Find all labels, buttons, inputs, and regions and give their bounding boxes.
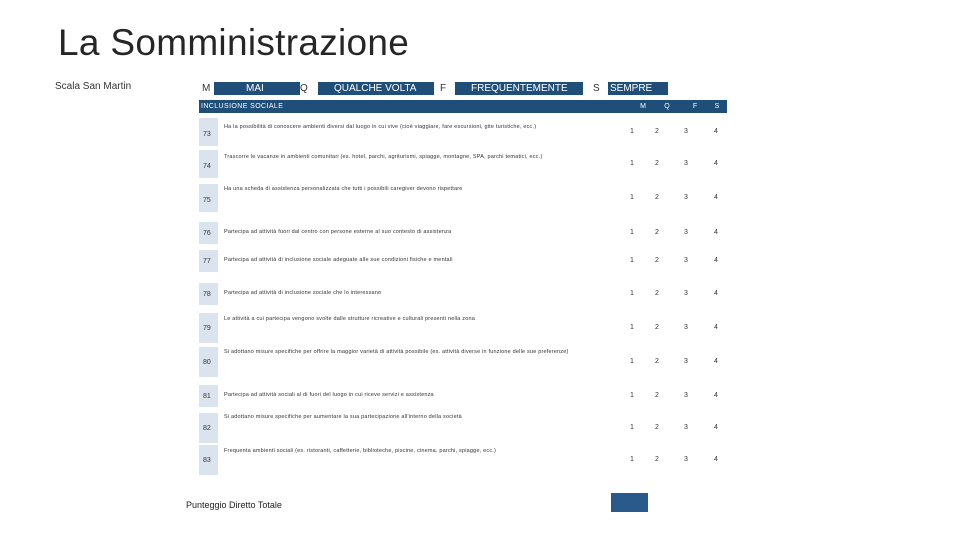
score-option[interactable]: 1 bbox=[630, 358, 634, 365]
score-option[interactable]: 2 bbox=[655, 257, 659, 264]
item-number bbox=[199, 347, 218, 377]
item-text: Partecipa ad attività di inclusione sociale che lo interessano bbox=[224, 290, 382, 296]
score-option[interactable]: 1 bbox=[630, 229, 634, 236]
item-number bbox=[199, 385, 218, 407]
legend-code-s: S bbox=[593, 83, 600, 94]
item-number bbox=[199, 413, 218, 443]
item-text: Partecipa ad attività fuori dal centro con persone esterne al suo contesto di assistenza bbox=[224, 229, 452, 235]
score-option[interactable]: 2 bbox=[655, 424, 659, 431]
score-option[interactable]: 3 bbox=[684, 160, 688, 167]
score-option[interactable]: 2 bbox=[655, 358, 659, 365]
score-option[interactable]: 2 bbox=[655, 128, 659, 135]
item-text: Si adottano misure specifiche per aumentare la sua partecipazione all'interno della società bbox=[224, 414, 462, 420]
item-text: Partecipa ad attività sociali al di fuori del luogo in cui riceve servizi e assistenza bbox=[224, 392, 434, 398]
item-number-label: 81 bbox=[203, 393, 211, 400]
item-number-label: 77 bbox=[203, 258, 211, 265]
item-number bbox=[199, 118, 218, 146]
item-number-label: 80 bbox=[203, 359, 211, 366]
item-number bbox=[199, 150, 218, 178]
item-number-label: 74 bbox=[203, 163, 211, 170]
score-option[interactable]: 4 bbox=[714, 229, 718, 236]
item-number-label: 78 bbox=[203, 291, 211, 298]
score-option[interactable]: 3 bbox=[684, 229, 688, 236]
score-option[interactable]: 2 bbox=[655, 290, 659, 297]
score-option[interactable]: 1 bbox=[630, 257, 634, 264]
score-option[interactable]: 4 bbox=[714, 257, 718, 264]
legend-label-qualche-volta: QUALCHE VOLTA bbox=[318, 82, 434, 95]
item-number bbox=[199, 222, 218, 244]
score-option[interactable]: 4 bbox=[714, 324, 718, 331]
item-number bbox=[199, 283, 218, 305]
legend-label-mai: MAI bbox=[214, 82, 300, 95]
item-number-label: 73 bbox=[203, 131, 211, 138]
score-option[interactable]: 4 bbox=[714, 392, 718, 399]
score-option[interactable]: 1 bbox=[630, 160, 634, 167]
item-number-label: 79 bbox=[203, 325, 211, 332]
total-score-label: Punteggio Diretto Totale bbox=[186, 500, 282, 510]
score-option[interactable]: 1 bbox=[630, 194, 634, 201]
score-option[interactable]: 3 bbox=[684, 257, 688, 264]
score-option[interactable]: 3 bbox=[684, 128, 688, 135]
score-option[interactable]: 3 bbox=[684, 324, 688, 331]
score-option[interactable]: 1 bbox=[630, 424, 634, 431]
column-header-q: Q bbox=[664, 103, 670, 110]
item-number bbox=[199, 250, 218, 272]
score-option[interactable]: 1 bbox=[630, 324, 634, 331]
section-label: INCLUSIONE SOCIALE bbox=[201, 103, 284, 110]
item-number-label: 75 bbox=[203, 197, 211, 204]
score-option[interactable]: 4 bbox=[714, 456, 718, 463]
item-text: Le attività a cui partecipa vengono svolte dalle strutture ricreative e culturali presenti nella zona bbox=[224, 316, 476, 322]
item-text: Ha la possibilità di conoscere ambienti diversi dal luogo in cui vive (cioè viaggiare, fare escursioni, gite turistiche, ecc.) bbox=[224, 124, 537, 130]
score-option[interactable]: 2 bbox=[655, 229, 659, 236]
column-header-s: S bbox=[714, 103, 720, 110]
score-option[interactable]: 3 bbox=[684, 194, 688, 201]
score-option[interactable]: 4 bbox=[714, 160, 718, 167]
score-option[interactable]: 2 bbox=[655, 392, 659, 399]
item-number-label: 76 bbox=[203, 230, 211, 237]
score-option[interactable]: 2 bbox=[655, 160, 659, 167]
legend-label-sempre: SEMPRE bbox=[608, 82, 668, 95]
score-option[interactable]: 1 bbox=[630, 128, 634, 135]
score-option[interactable]: 4 bbox=[714, 128, 718, 135]
item-text: Trascorre le vacanze in ambienti comunitari (es. hotel, parchi, agriturismi, spiagge, montagne, SPA, parchi tematici, ecc.) bbox=[224, 154, 543, 160]
legend-code-f: F bbox=[440, 83, 447, 94]
total-score-box[interactable] bbox=[611, 493, 648, 512]
section-header bbox=[199, 100, 727, 113]
score-option[interactable]: 3 bbox=[684, 392, 688, 399]
legend-code-m: M bbox=[202, 83, 211, 94]
score-option[interactable]: 2 bbox=[655, 324, 659, 331]
item-text: Si adottano misure specifiche per offrire la maggior varietà di attività possibile (es. attività diverse in funzione delle sue preferenze) bbox=[224, 349, 569, 355]
score-option[interactable]: 1 bbox=[630, 392, 634, 399]
item-text: Ha una scheda di assistenza personalizzata che tutti i possibili caregiver devono rispettare bbox=[224, 186, 463, 192]
item-number-label: 82 bbox=[203, 425, 211, 432]
item-number bbox=[199, 184, 218, 212]
score-option[interactable]: 4 bbox=[714, 424, 718, 431]
score-option[interactable]: 3 bbox=[684, 358, 688, 365]
item-number-label: 83 bbox=[203, 457, 211, 464]
score-option[interactable]: 2 bbox=[655, 456, 659, 463]
scale-name: Scala San Martin bbox=[55, 81, 132, 92]
score-option[interactable]: 1 bbox=[630, 456, 634, 463]
score-option[interactable]: 3 bbox=[684, 290, 688, 297]
score-option[interactable]: 3 bbox=[684, 424, 688, 431]
item-text: Frequenta ambienti sociali (es. ristoranti, caffetterie, biblioteche, piscine, cinema, parchi, spiagge, ecc.) bbox=[224, 448, 497, 454]
legend-code-q: Q bbox=[300, 83, 308, 94]
score-option[interactable]: 4 bbox=[714, 358, 718, 365]
column-header-m: M bbox=[640, 103, 646, 110]
item-number bbox=[199, 313, 218, 343]
item-number bbox=[199, 445, 218, 475]
score-option[interactable]: 4 bbox=[714, 194, 718, 201]
item-text: Partecipa ad attività di inclusione sociale adeguate alle sue condizioni fisiche e mentali bbox=[224, 257, 453, 263]
score-option[interactable]: 1 bbox=[630, 290, 634, 297]
legend-label-frequentemente: FREQUENTEMENTE bbox=[455, 82, 583, 95]
score-option[interactable]: 2 bbox=[655, 194, 659, 201]
score-option[interactable]: 3 bbox=[684, 456, 688, 463]
column-header-f: F bbox=[692, 103, 698, 110]
score-option[interactable]: 4 bbox=[714, 290, 718, 297]
page-title: La Somministrazione bbox=[58, 22, 410, 63]
